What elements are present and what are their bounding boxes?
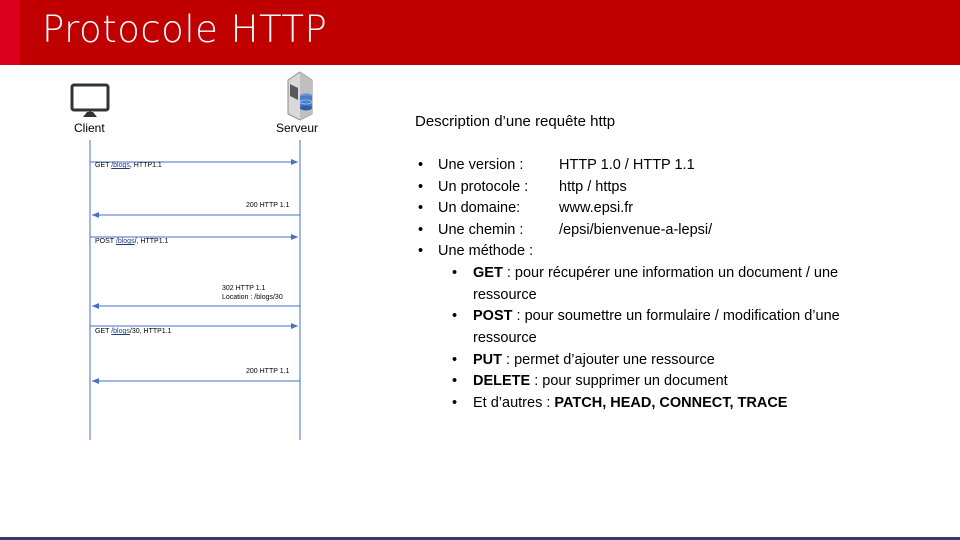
- list-item: •: [418, 157, 424, 173]
- method-delete: DELETE : pour supprimer un document: [473, 373, 728, 389]
- list-item: •: [418, 243, 424, 259]
- item-label: Une chemin :: [438, 222, 524, 238]
- item-value: http / https: [559, 179, 627, 195]
- method-get: GET : pour récupérer une information un document / une: [473, 265, 839, 281]
- sub-list-item: •: [452, 308, 458, 324]
- method-others: Et d’autres : PATCH, HEAD, CONNECT, TRACE: [473, 395, 788, 411]
- client-label: Client: [74, 121, 105, 135]
- item-label: Une version :: [438, 157, 524, 173]
- description-title: Description d’une requête http: [415, 113, 616, 130]
- message-label: GET /blogs, HTTP1.1: [95, 162, 162, 169]
- method-put: PUT : permet d’ajouter une ressource: [473, 352, 715, 368]
- item-label: Une méthode :: [438, 243, 534, 259]
- item-value: www.epsi.fr: [559, 200, 634, 216]
- list-item: •: [418, 222, 424, 238]
- server-label: Serveur: [276, 121, 319, 135]
- item-value: /epsi/bienvenue-a-lepsi/: [559, 222, 713, 238]
- item-label: Un domaine:: [438, 200, 521, 216]
- message-label: GET /blogs/30, HTTP1.1: [95, 328, 172, 335]
- sub-list-item: •: [452, 265, 458, 281]
- message-label: POST /blogs/, HTTP1.1: [95, 238, 169, 245]
- list-item: •: [418, 200, 424, 216]
- message-label: 302 HTTP 1.1: [222, 285, 266, 292]
- sub-list-item: •: [452, 373, 458, 389]
- message-label: 200 HTTP 1.1: [246, 202, 290, 209]
- monitor-icon: [72, 85, 108, 117]
- slide-title: Protocole HTTP: [42, 8, 328, 51]
- item-label: Un protocole :: [438, 179, 529, 195]
- item-value: HTTP 1.0 / HTTP 1.1: [559, 157, 695, 173]
- message-label: 200 HTTP 1.1: [246, 368, 290, 375]
- message-label: Location : /blogs/30: [222, 294, 283, 301]
- sub-list-item: •: [452, 395, 458, 411]
- method-get-continuation: ressource: [473, 287, 537, 303]
- sub-list-item: •: [452, 352, 458, 368]
- server-icon: [288, 72, 312, 120]
- method-post: POST : pour soumettre un formulaire / modification d’une: [473, 308, 840, 324]
- method-post-continuation: ressource: [473, 330, 537, 346]
- list-item: •: [418, 179, 424, 195]
